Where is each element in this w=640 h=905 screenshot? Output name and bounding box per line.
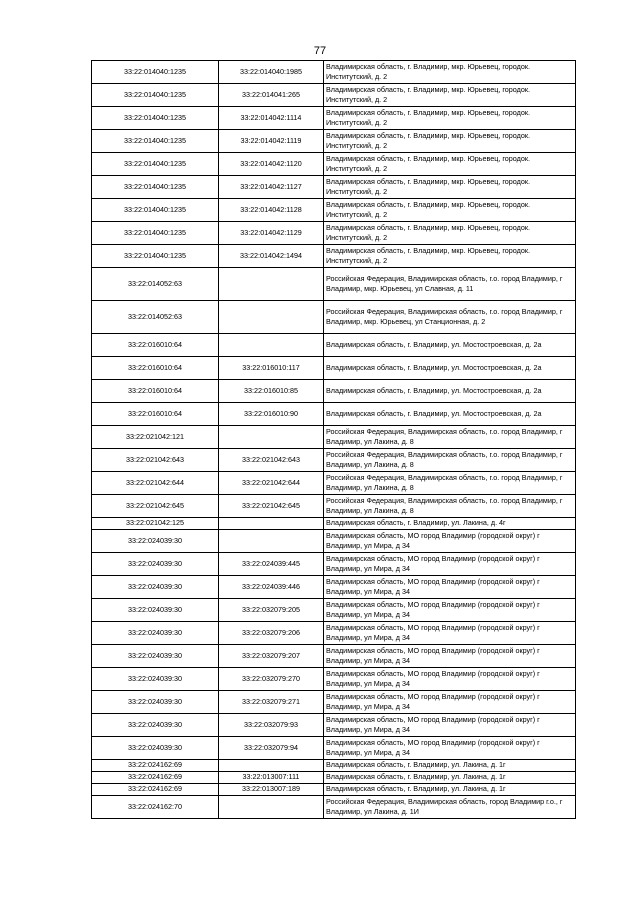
address-cell: Владимирская область, МО город Владимир (городской округ) г Владимир, ул Мира, д 34 — [324, 737, 576, 760]
child-cadastral-number-cell — [219, 268, 324, 301]
table-row — [92, 334, 576, 357]
parent-cadastral-number-cell: 33:22:024039:30 — [92, 714, 219, 737]
child-cadastral-number-cell: 33:22:032079:93 — [219, 714, 324, 737]
address-cell: Владимирская область, МО город Владимир (городской округ) г Владимир, ул Мира, д 34 — [324, 599, 576, 622]
address-cell: Владимирская область, г. Владимир, ул. Лакина, д. 1г — [324, 772, 576, 784]
child-cadastral-number-cell: 33:22:024039:446 — [219, 576, 324, 599]
child-cadastral-number-cell: 33:22:014042:1129 — [219, 222, 324, 245]
parent-cadastral-number-cell: 33:22:014040:1235 — [92, 176, 219, 199]
parent-cadastral-number-cell: 33:22:014040:1235 — [92, 199, 219, 222]
child-cadastral-number-cell — [219, 760, 324, 772]
child-cadastral-number-cell: 33:22:014042:1119 — [219, 130, 324, 153]
table-row — [92, 222, 576, 245]
table-row — [92, 403, 576, 426]
page-number: 77 — [313, 45, 327, 57]
child-cadastral-number-cell — [219, 301, 324, 334]
parent-cadastral-number-cell: 33:22:024039:30 — [92, 668, 219, 691]
parent-cadastral-number-cell: 33:22:014040:1235 — [92, 153, 219, 176]
table-row — [92, 599, 576, 622]
table-row — [92, 714, 576, 737]
address-cell: Российская Федерация, Владимирская область, г.о. город Владимир, г Владимир, ул Лакина, д. 8 — [324, 495, 576, 518]
address-cell: Российская Федерация, Владимирская область, г.о. город Владимир, г Владимир, мкр. Юрьевец, ул Станционная, д. 2 — [324, 301, 576, 334]
parent-cadastral-number-cell: 33:22:016010:64 — [92, 357, 219, 380]
address-cell: Владимирская область, г. Владимир, ул. Мостостроевская, д. 2а — [324, 357, 576, 380]
address-cell: Российская Федерация, Владимирская область, г.о. город Владимир, г Владимир, ул Лакина, д. 8 — [324, 449, 576, 472]
address-cell: Владимирская область, г. Владимир, мкр. Юрьевец, городок. Институтский, д. 2 — [324, 107, 576, 130]
parent-cadastral-number-cell: 33:22:021042:645 — [92, 495, 219, 518]
table-row — [92, 737, 576, 760]
table-row — [92, 668, 576, 691]
address-cell: Владимирская область, МО город Владимир (городской округ) г Владимир, ул Мира, д 34 — [324, 714, 576, 737]
child-cadastral-number-cell: 33:22:032079:206 — [219, 622, 324, 645]
address-cell: Российская Федерация, Владимирская область, г.о. город Владимир, г Владимир, мкр. Юрьевец, ул Славная, д. 11 — [324, 268, 576, 301]
table-row — [92, 760, 576, 772]
child-cadastral-number-cell — [219, 334, 324, 357]
address-cell: Владимирская область, МО город Владимир (городской округ) г Владимир, ул Мира, д 34 — [324, 553, 576, 576]
table-row — [92, 576, 576, 599]
child-cadastral-number-cell — [219, 518, 324, 530]
table-row — [92, 268, 576, 301]
table-row — [92, 530, 576, 553]
parent-cadastral-number-cell: 33:22:014040:1235 — [92, 245, 219, 268]
parent-cadastral-number-cell: 33:22:014040:1235 — [92, 222, 219, 245]
table-row — [92, 622, 576, 645]
address-cell: Российская Федерация, Владимирская область, г.о. город Владимир, г Владимир, ул Лакина, д. 8 — [324, 472, 576, 495]
parent-cadastral-number-cell: 33:22:021042:125 — [92, 518, 219, 530]
child-cadastral-number-cell: 33:22:016010:85 — [219, 380, 324, 403]
parent-cadastral-number-cell: 33:22:024039:30 — [92, 645, 219, 668]
address-cell: Владимирская область, г. Владимир, ул. Лакина, д. 1г — [324, 760, 576, 772]
parent-cadastral-number-cell: 33:22:024039:30 — [92, 622, 219, 645]
cadastral-table — [91, 60, 576, 819]
child-cadastral-number-cell: 33:22:014042:1128 — [219, 199, 324, 222]
parent-cadastral-number-cell: 33:22:024039:30 — [92, 599, 219, 622]
parent-cadastral-number-cell: 33:22:024162:69 — [92, 772, 219, 784]
address-cell: Владимирская область, г. Владимир, ул. Лакина, д. 1г — [324, 784, 576, 796]
parent-cadastral-number-cell: 33:22:024162:70 — [92, 796, 219, 819]
parent-cadastral-number-cell: 33:22:021042:644 — [92, 472, 219, 495]
table-body — [92, 61, 576, 819]
address-cell: Владимирская область, г. Владимир, мкр. Юрьевец, городок. Институтский, д. 2 — [324, 176, 576, 199]
table-row — [92, 357, 576, 380]
parent-cadastral-number-cell: 33:22:024039:30 — [92, 530, 219, 553]
child-cadastral-number-cell: 33:22:024039:445 — [219, 553, 324, 576]
parent-cadastral-number-cell: 33:22:024039:30 — [92, 737, 219, 760]
parent-cadastral-number-cell: 33:22:024162:69 — [92, 784, 219, 796]
table-row — [92, 495, 576, 518]
child-cadastral-number-cell: 33:22:014041:265 — [219, 84, 324, 107]
address-cell: Владимирская область, МО город Владимир (городской округ) г Владимир, ул Мира, д 34 — [324, 668, 576, 691]
parent-cadastral-number-cell: 33:22:024039:30 — [92, 576, 219, 599]
child-cadastral-number-cell — [219, 426, 324, 449]
address-cell: Владимирская область, г. Владимир, ул. Мостостроевская, д. 2а — [324, 380, 576, 403]
address-cell: Владимирская область, г. Владимир, мкр. Юрьевец, городок. Институтский, д. 2 — [324, 199, 576, 222]
table-row — [92, 472, 576, 495]
child-cadastral-number-cell: 33:22:014040:1985 — [219, 61, 324, 84]
child-cadastral-number-cell: 33:22:016010:90 — [219, 403, 324, 426]
parent-cadastral-number-cell: 33:22:021042:121 — [92, 426, 219, 449]
child-cadastral-number-cell: 33:22:016010:117 — [219, 357, 324, 380]
parent-cadastral-number-cell: 33:22:014052:63 — [92, 268, 219, 301]
address-cell: Российская Федерация, Владимирская область, город Владимир г.о., г Владимир, ул Лакина, д. 1И — [324, 796, 576, 819]
child-cadastral-number-cell: 33:22:014042:1120 — [219, 153, 324, 176]
table-row — [92, 130, 576, 153]
table-row — [92, 199, 576, 222]
table-row — [92, 380, 576, 403]
table-row — [92, 449, 576, 472]
child-cadastral-number-cell: 33:22:032079:271 — [219, 691, 324, 714]
address-cell: Владимирская область, МО город Владимир (городской округ) г Владимир, ул Мира, д 34 — [324, 645, 576, 668]
child-cadastral-number-cell — [219, 530, 324, 553]
table-row — [92, 176, 576, 199]
parent-cadastral-number-cell: 33:22:021042:643 — [92, 449, 219, 472]
address-cell: Российская Федерация, Владимирская область, г.о. город Владимир, г Владимир, ул Лакина, д. 8 — [324, 426, 576, 449]
table-row — [92, 426, 576, 449]
address-cell: Владимирская область, г. Владимир, мкр. Юрьевец, городок. Институтский, д. 2 — [324, 130, 576, 153]
table-row — [92, 796, 576, 819]
child-cadastral-number-cell: 33:22:014042:1114 — [219, 107, 324, 130]
table-row — [92, 301, 576, 334]
table-row — [92, 784, 576, 796]
parent-cadastral-number-cell: 33:22:014052:63 — [92, 301, 219, 334]
table-row — [92, 772, 576, 784]
child-cadastral-number-cell: 33:22:021042:643 — [219, 449, 324, 472]
parent-cadastral-number-cell: 33:22:014040:1235 — [92, 61, 219, 84]
parent-cadastral-number-cell: 33:22:016010:64 — [92, 403, 219, 426]
child-cadastral-number-cell: 33:22:013007:111 — [219, 772, 324, 784]
child-cadastral-number-cell: 33:22:032079:205 — [219, 599, 324, 622]
child-cadastral-number-cell: 33:22:032079:270 — [219, 668, 324, 691]
address-cell: Владимирская область, МО город Владимир (городской округ) г Владимир, ул Мира, д 34 — [324, 691, 576, 714]
parent-cadastral-number-cell: 33:22:024162:69 — [92, 760, 219, 772]
parent-cadastral-number-cell: 33:22:024039:30 — [92, 691, 219, 714]
address-cell: Владимирская область, г. Владимир, мкр. Юрьевец, городок. Институтский, д. 2 — [324, 245, 576, 268]
child-cadastral-number-cell: 33:22:014042:1127 — [219, 176, 324, 199]
address-cell: Владимирская область, г. Владимир, мкр. Юрьевец, городок. Институтский, д. 2 — [324, 84, 576, 107]
child-cadastral-number-cell: 33:22:014042:1494 — [219, 245, 324, 268]
table-row — [92, 518, 576, 530]
address-cell: Владимирская область, МО город Владимир (городской округ) г Владимир, ул Мира, д 34 — [324, 576, 576, 599]
child-cadastral-number-cell: 33:22:013007:189 — [219, 784, 324, 796]
table-row — [92, 61, 576, 84]
address-cell: Владимирская область, МО город Владимир (городской округ) г Владимир, ул Мира, д 34 — [324, 622, 576, 645]
child-cadastral-number-cell: 33:22:021042:645 — [219, 495, 324, 518]
parent-cadastral-number-cell: 33:22:014040:1235 — [92, 130, 219, 153]
child-cadastral-number-cell: 33:22:021042:644 — [219, 472, 324, 495]
table-row — [92, 153, 576, 176]
table-row — [92, 245, 576, 268]
table-row — [92, 107, 576, 130]
child-cadastral-number-cell — [219, 796, 324, 819]
address-cell: Владимирская область, г. Владимир, ул. Мостостроевская, д. 2а — [324, 403, 576, 426]
table-row — [92, 553, 576, 576]
table-row — [92, 645, 576, 668]
parent-cadastral-number-cell: 33:22:014040:1235 — [92, 107, 219, 130]
parent-cadastral-number-cell: 33:22:024039:30 — [92, 553, 219, 576]
child-cadastral-number-cell: 33:22:032079:207 — [219, 645, 324, 668]
parent-cadastral-number-cell: 33:22:016010:64 — [92, 334, 219, 357]
parent-cadastral-number-cell: 33:22:014040:1235 — [92, 84, 219, 107]
parent-cadastral-number-cell: 33:22:016010:64 — [92, 380, 219, 403]
child-cadastral-number-cell: 33:22:032079:94 — [219, 737, 324, 760]
table-row — [92, 691, 576, 714]
address-cell: Владимирская область, г. Владимир, мкр. Юрьевец, городок. Институтский, д. 2 — [324, 222, 576, 245]
address-cell: Владимирская область, г. Владимир, ул. Лакина, д. 4г — [324, 518, 576, 530]
table-row — [92, 84, 576, 107]
address-cell: Владимирская область, г. Владимир, ул. Мостостроевская, д. 2а — [324, 334, 576, 357]
address-cell: Владимирская область, г. Владимир, мкр. Юрьевец, городок. Институтский, д. 2 — [324, 61, 576, 84]
address-cell: Владимирская область, МО город Владимир (городской округ) г Владимир, ул Мира, д 34 — [324, 530, 576, 553]
address-cell: Владимирская область, г. Владимир, мкр. Юрьевец, городок. Институтский, д. 2 — [324, 153, 576, 176]
